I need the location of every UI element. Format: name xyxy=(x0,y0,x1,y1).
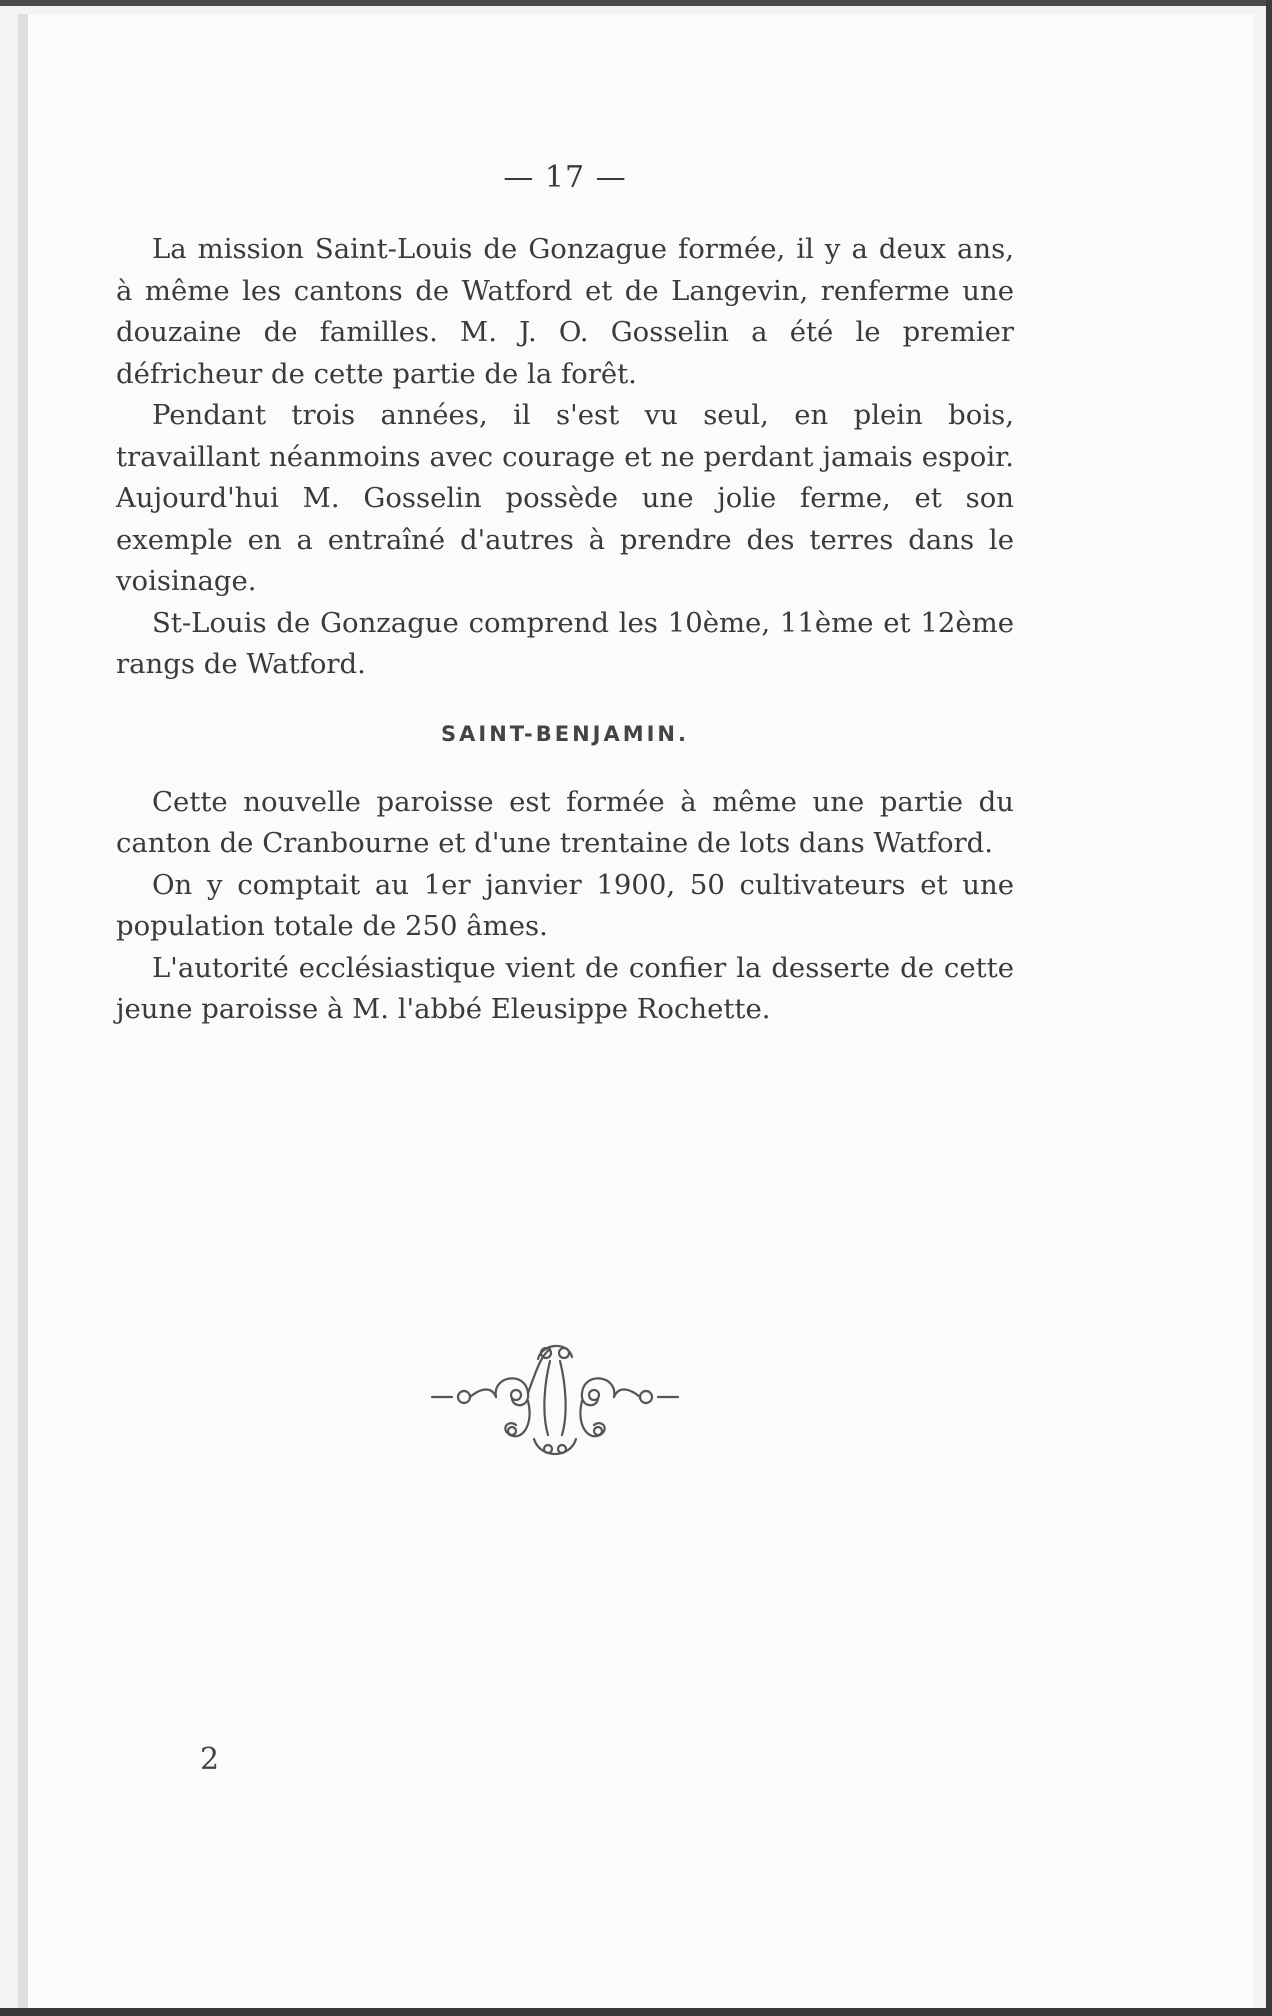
page-edge-top xyxy=(0,0,1272,6)
paragraph: L'autorité ecclésiastique vient de confier la desserte de cette jeune paroisse à M. l'abbé Eleusippe Rochette. xyxy=(116,951,1014,1025)
signature-mark: 2 xyxy=(200,1742,220,1777)
page-text-block xyxy=(116,160,1014,1031)
page-number: — 17 — xyxy=(503,160,627,195)
paragraph: La mission Saint-Louis de Gonzague formée, il y a deux ans, à même les cantons de Watford et de Langevin, renferme une douzaine de familles. M. J. O. Gosselin a été le premier défricheur de cette partie de la forêt. xyxy=(116,233,1014,390)
page-edge-bottom xyxy=(0,2008,1272,2016)
paragraph: Cette nouvelle paroisse est formée à même une partie du canton de Cranbourne et d'une trentaine de lots dans Watford. xyxy=(116,785,1014,859)
page-edge-right xyxy=(1266,0,1272,2016)
paragraph: On y comptait au 1er janvier 1900, 50 cultivateurs et une population totale de 250 âmes. xyxy=(116,868,1014,942)
fleuron-ornament-icon xyxy=(430,1335,680,1465)
paragraph: St-Louis de Gonzague comprend les 10ème, 11ème et 12ème rangs de Watford. xyxy=(116,606,1014,680)
paragraph: Pendant trois années, il s'est vu seul, en plein bois, travaillant néanmoins avec courage et ne perdant jamais espoir. Aujourd'hui M. Gosselin possède une jolie ferme, et son exemple en a entraîné d'autres à prendre des terres dans le voisinage. xyxy=(116,399,1014,597)
section-heading: SAINT-BENJAMIN. xyxy=(441,721,689,746)
